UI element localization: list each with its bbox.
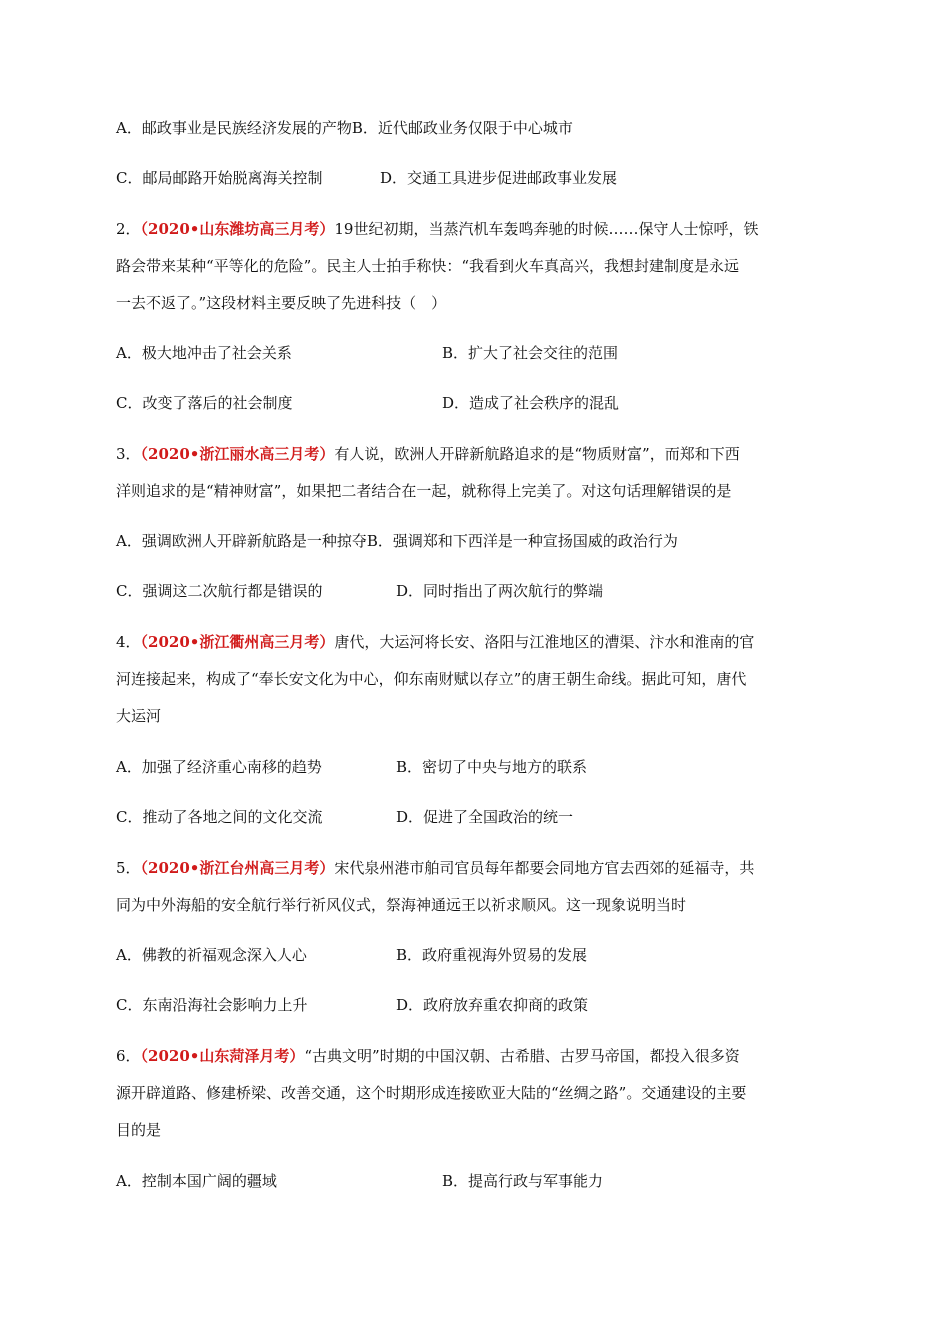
- q1-option-c[interactable]: C．邮局邮路开始脱离海关控制: [116, 169, 323, 187]
- q1-option-row-cd: [116, 168, 840, 188]
- q4-option-c[interactable]: C．推动了各地之间的文化交流: [116, 808, 323, 826]
- q3-line-2: [116, 481, 840, 501]
- q4-line-3: [116, 706, 840, 726]
- q5-line-1: [116, 858, 840, 878]
- q3-option-row-cd: [116, 581, 840, 601]
- q4-line-2: [116, 669, 840, 689]
- q2-line-3: [116, 293, 840, 313]
- q2-line-2: [116, 256, 840, 276]
- q5-option-row-ab: [116, 945, 840, 965]
- q2-source: （2020•山东潍坊高三月考）: [140, 220, 335, 238]
- q3-option-d[interactable]: D．同时指出了两次航行的弊端: [396, 582, 604, 600]
- q2-option-d[interactable]: D．造成了社会秩序的混乱: [442, 394, 620, 412]
- q4-option-d[interactable]: D．促进了全国政治的统一: [396, 808, 574, 826]
- q4-option-row-cd: [116, 807, 840, 827]
- q5-text-2: 同为中外海船的安全航行举行祈风仪式，祭海神通远王以祈求顺风。这一现象说明当时: [116, 896, 687, 914]
- q4-option-row-ab: [116, 757, 840, 777]
- q4-option-a[interactable]: A．加强了经济重心南移的趋势: [116, 758, 322, 776]
- q2-line-1: [116, 219, 840, 239]
- q5-text-1: 宋代泉州港市舶司官员每年都要会同地方官去西郊的延福寺，共: [334, 859, 755, 877]
- q2-number: 2．: [116, 220, 141, 238]
- q5-option-b[interactable]: B．政府重视海外贸易的发展: [396, 946, 588, 964]
- q5-source: （2020•浙江台州高三月考）: [140, 859, 335, 877]
- q6-option-b[interactable]: B．提高行政与军事能力: [442, 1172, 604, 1190]
- q2-option-row-ab: [116, 343, 840, 363]
- q6-text-1: “古典文明”时期的中国汉朝、古希腊、古罗马帝国，都投入很多资: [304, 1047, 740, 1065]
- q5-option-row-cd: [116, 995, 840, 1015]
- q3-source: （2020•浙江丽水高三月考）: [140, 445, 335, 463]
- q4-source: （2020•浙江衢州高三月考）: [140, 633, 335, 651]
- q5-option-d[interactable]: D．政府放弃重农抑商的政策: [396, 996, 589, 1014]
- q6-text-2: 源开辟道路、修建桥梁、改善交通，这个时期形成连接欧亚大陆的“丝绸之路”。交通建设的主要: [116, 1084, 747, 1102]
- q2-option-a[interactable]: A．极大地冲击了社会关系: [116, 344, 292, 362]
- q2-option-c[interactable]: C．改变了落后的社会制度: [116, 394, 293, 412]
- q2-option-b[interactable]: B．扩大了社会交往的范围: [442, 344, 619, 362]
- q6-option-a[interactable]: A．控制本国广阔的疆域: [116, 1172, 277, 1190]
- q1-option-b[interactable]: B．近代邮政业务仅限于中心城市: [351, 119, 573, 137]
- q4-option-b[interactable]: B．密切了中央与地方的联系: [396, 758, 588, 776]
- q3-text-2: 洋则追求的是“精神财富”，如果把二者结合在一起，就称得上完美了。对这句话理解错误的是: [116, 482, 732, 500]
- q3-option-c[interactable]: C．强调这二次航行都是错误的: [116, 582, 323, 600]
- q3-line-1: [116, 444, 840, 464]
- q4-text-2: 河连接起来，构成了“奉长安文化为中心，仰东南财赋以存立”的唐王朝生命线。据此可知，唐代: [116, 670, 747, 688]
- q1-option-row-ab: [116, 118, 840, 138]
- q2-text-1: 19世纪初期，当蒸汽机车轰鸣奔驰的时候……保守人士惊呼，铁: [334, 220, 759, 238]
- q3-option-a[interactable]: A．强调欧洲人开辟新航路是一种掠夺: [116, 532, 367, 550]
- q3-number: 3．: [116, 445, 141, 463]
- q6-text-3: 目的是: [116, 1121, 162, 1139]
- q4-text-3: 大运河: [116, 707, 162, 725]
- q1-option-a[interactable]: A．邮政事业是民族经济发展的产物: [116, 119, 352, 137]
- q6-number: 6．: [116, 1047, 141, 1065]
- q3-option-row-ab: [116, 531, 840, 551]
- q5-number: 5．: [116, 859, 141, 877]
- q2-text-3: 一去不返了。”这段材料主要反映了先进科技（ ）: [116, 294, 447, 312]
- q3-option-b[interactable]: B．强调郑和下西洋是一种宣扬国威的政治行为: [366, 532, 678, 550]
- q5-option-a[interactable]: A．佛教的祈福观念深入人心: [116, 946, 307, 964]
- q3-text-1: 有人说，欧洲人开辟新航路追求的是“物质财富”，而郑和下西: [334, 445, 740, 463]
- q4-text-1: 唐代，大运河将长安、洛阳与江淮地区的漕渠、汴水和淮南的官: [334, 633, 755, 651]
- q6-source: （2020•山东菏泽月考）: [140, 1047, 305, 1065]
- q6-option-row-ab: [116, 1171, 840, 1191]
- q4-line-1: [116, 632, 840, 652]
- q6-line-2: [116, 1083, 840, 1103]
- q5-line-2: [116, 895, 840, 915]
- q2-text-2: 路会带来某种“平等化的危险”。民主人士拍手称快：“我看到火车真高兴，我想封建制度是永远: [116, 257, 740, 275]
- q2-option-row-cd: [116, 393, 840, 413]
- q1-option-d[interactable]: D．交通工具进步促进邮政事业发展: [380, 169, 618, 187]
- q4-number: 4．: [116, 633, 141, 651]
- q5-option-c[interactable]: C．东南沿海社会影响力上升: [116, 996, 308, 1014]
- q6-line-3: [116, 1120, 840, 1140]
- q6-line-1: [116, 1046, 840, 1066]
